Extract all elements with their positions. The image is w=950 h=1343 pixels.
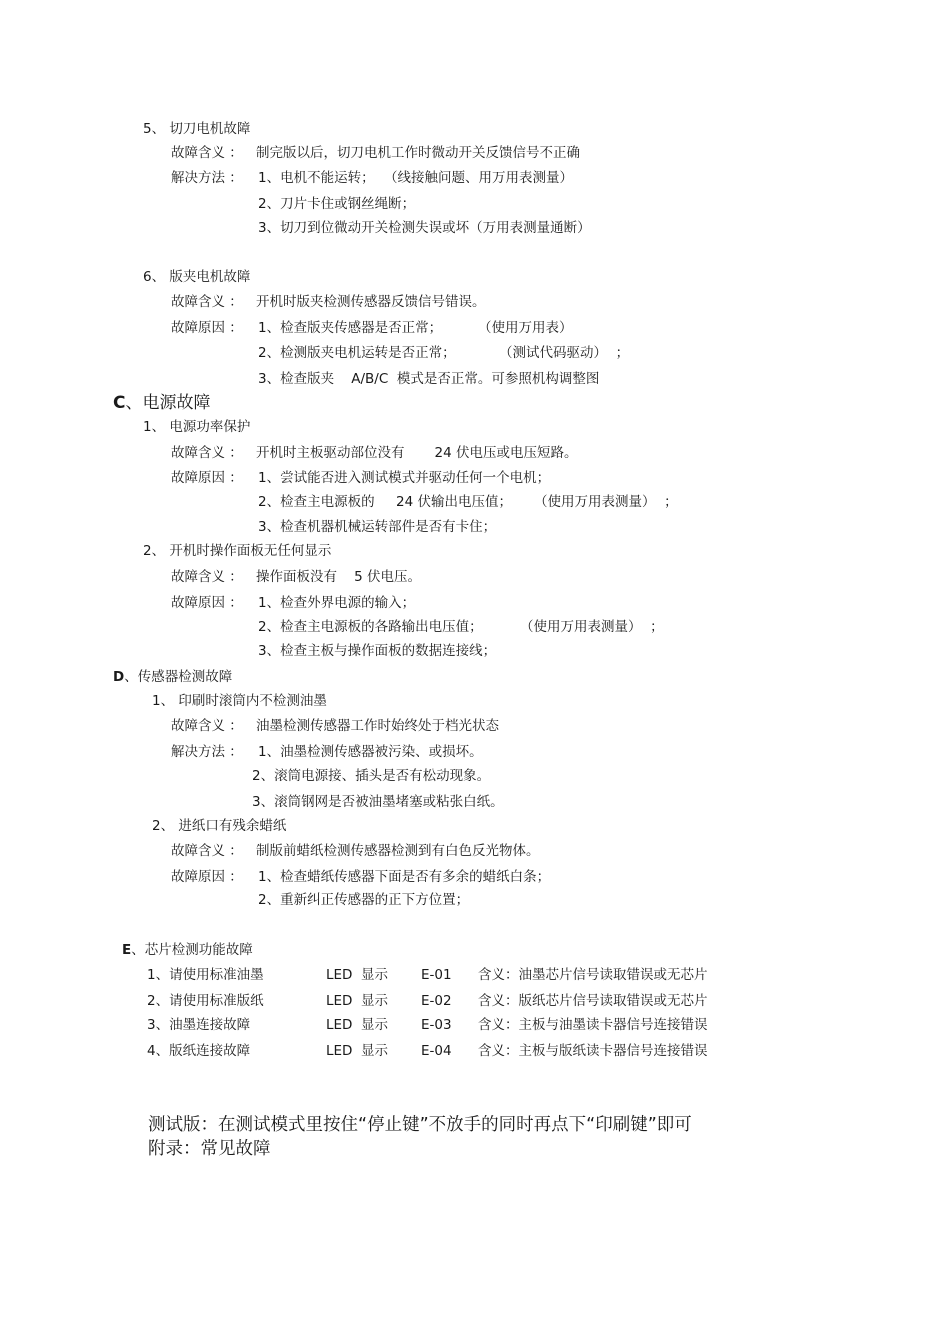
section-e-letter: E bbox=[122, 942, 132, 958]
section-6-meaning-label: 故障含义 ： bbox=[171, 294, 243, 310]
section-6-cause-label: 故障原因 ： bbox=[171, 320, 243, 336]
section-5-meaning: 制完版以后，切刀电机工作时微动开关反馈信号不正确 bbox=[256, 145, 580, 161]
section-5-title: 5、 切刀电机故障 bbox=[143, 121, 251, 137]
section-6-item-2-note: （测试代码驱动） ； bbox=[499, 345, 630, 361]
section-6-item-1: 1、检查版夹传感器是否正常； bbox=[258, 320, 443, 336]
section-c1-item-1: 1、尝试能否进入测试模式并驱动任何一个电机； bbox=[258, 470, 551, 486]
section-d1-item-1: 1、油墨检测传感器被污染、或损坏。 bbox=[258, 744, 483, 760]
section-c2-meaning-label: 故障含义 ： bbox=[171, 569, 243, 585]
section-e-heading bbox=[122, 941, 253, 959]
section-c1-item-3: 3、检查机器机械运转部件是否有卡住； bbox=[258, 519, 497, 535]
section-d-letter: D bbox=[113, 669, 125, 685]
section-d-title: 、传感器检测故障 bbox=[124, 669, 233, 685]
section-6-title: 6、 版夹电机故障 bbox=[143, 269, 251, 285]
section-c2-item-1: 1、检查外界电源的输入； bbox=[258, 595, 416, 611]
section-c-letter: C bbox=[113, 393, 126, 413]
section-c1-item-2: 2、检查主电源板的 24 伏输出电压值； bbox=[258, 494, 513, 510]
section-d2-meaning: 制版前蜡纸检测传感器检测到有白色反光物体。 bbox=[256, 843, 540, 859]
section-e-title: 、芯片检测功能故障 bbox=[131, 942, 253, 958]
error-row-1-code: E-01 bbox=[421, 967, 452, 983]
section-d1-meaning-label: 故障含义 ： bbox=[171, 718, 243, 734]
section-c1-item-2-note: （使用万用表测量） ； bbox=[534, 494, 678, 510]
section-c2-meaning: 操作面板没有 5 伏电压。 bbox=[256, 569, 422, 585]
section-d1-title: 1、 印刷时滚筒内不检测油墨 bbox=[152, 693, 327, 709]
section-6-item-3: 3、检查版夹 A/B/C 模式是否正常。可参照机构调整图 bbox=[258, 371, 600, 387]
section-5-item-1-note: （线接触问题、用万用表测量） bbox=[384, 170, 573, 186]
section-d1-item-3: 3、滚筒钢网是否被油墨堵塞或粘张白纸。 bbox=[252, 794, 504, 810]
error-row-3-meaning: 含义：主板与油墨读卡器信号连接错误 bbox=[478, 1017, 708, 1033]
error-row-4-led: LED 显示 bbox=[326, 1043, 389, 1059]
section-c-title: 、电源故障 bbox=[125, 393, 211, 413]
error-row-2-code: E-02 bbox=[421, 993, 452, 1009]
error-row-1-meaning: 含义：油墨芯片信号读取错误或无芯片 bbox=[478, 967, 708, 983]
error-row-1-led: LED 显示 bbox=[326, 967, 389, 983]
section-d2-title: 2、 进纸口有残余蜡纸 bbox=[152, 818, 287, 834]
test-note: 测试版：在测试模式里按住“停止键”不放手的同时再点下“印刷键”即可 bbox=[148, 1115, 692, 1135]
error-row-1-name: 1、请使用标准油墨 bbox=[147, 967, 264, 983]
section-c2-cause-label: 故障原因 ： bbox=[171, 595, 243, 611]
error-row-3-name: 3、油墨连接故障 bbox=[147, 1017, 251, 1033]
section-c1-meaning: 开机时主板驱动部位没有 24 伏电压或电压短路。 bbox=[256, 445, 578, 461]
section-c1-cause-label: 故障原因 ： bbox=[171, 470, 243, 486]
section-5-meaning-label: 故障含义 ： bbox=[171, 145, 243, 161]
section-c2-item-2-note: （使用万用表测量） ； bbox=[520, 619, 664, 635]
section-d1-meaning: 油墨检测传感器工作时始终处于档光状态 bbox=[256, 718, 499, 734]
section-c-heading bbox=[113, 392, 210, 414]
section-d2-meaning-label: 故障含义 ： bbox=[171, 843, 243, 859]
error-row-3-led: LED 显示 bbox=[326, 1017, 389, 1033]
section-6-item-2: 2、检测版夹电机运转是否正常； bbox=[258, 345, 456, 361]
error-row-2-led: LED 显示 bbox=[326, 993, 389, 1009]
section-d2-item-2: 2、重新纠正传感器的正下方位置； bbox=[258, 892, 470, 908]
section-6-item-1-note: （使用万用表） bbox=[478, 320, 573, 336]
section-c2-item-3: 3、检查主板与操作面板的数据连接线； bbox=[258, 643, 497, 659]
section-c1-title: 1、 电源功率保护 bbox=[143, 419, 251, 435]
section-5-item-3: 3、切刀到位微动开关检测失误或坏（万用表测量通断） bbox=[258, 220, 591, 236]
section-5-item-2: 2、刀片卡住或钢丝绳断； bbox=[258, 196, 416, 212]
section-c2-title: 2、 开机时操作面板无任何显示 bbox=[143, 543, 332, 559]
section-d2-cause-label: 故障原因 ： bbox=[171, 869, 243, 885]
error-row-3-code: E-03 bbox=[421, 1017, 452, 1033]
section-d1-item-2: 2、滚筒电源接、插头是否有松动现象。 bbox=[252, 768, 491, 784]
appendix-title: 附录：常见故障 bbox=[148, 1139, 271, 1159]
section-6-meaning: 开机时版夹检测传感器反馈信号错误。 bbox=[256, 294, 486, 310]
section-5-item-1: 1、电机不能运转； bbox=[258, 170, 375, 186]
section-d1-method-label: 解决方法 ： bbox=[171, 744, 243, 760]
section-c2-item-2: 2、检查主电源板的各路输出电压值； bbox=[258, 619, 483, 635]
error-row-4-code: E-04 bbox=[421, 1043, 452, 1059]
error-row-2-name: 2、请使用标准版纸 bbox=[147, 993, 264, 1009]
error-row-4-meaning: 含义：主板与版纸读卡器信号连接错误 bbox=[478, 1043, 708, 1059]
section-c1-meaning-label: 故障含义 ： bbox=[171, 445, 243, 461]
section-5-method-label: 解决方法 ： bbox=[171, 170, 243, 186]
section-d2-item-1: 1、检查蜡纸传感器下面是否有多余的蜡纸白条； bbox=[258, 869, 551, 885]
error-row-4-name: 4、版纸连接故障 bbox=[147, 1043, 251, 1059]
section-d-heading bbox=[113, 668, 232, 686]
error-row-2-meaning: 含义：版纸芯片信号读取错误或无芯片 bbox=[478, 993, 708, 1009]
